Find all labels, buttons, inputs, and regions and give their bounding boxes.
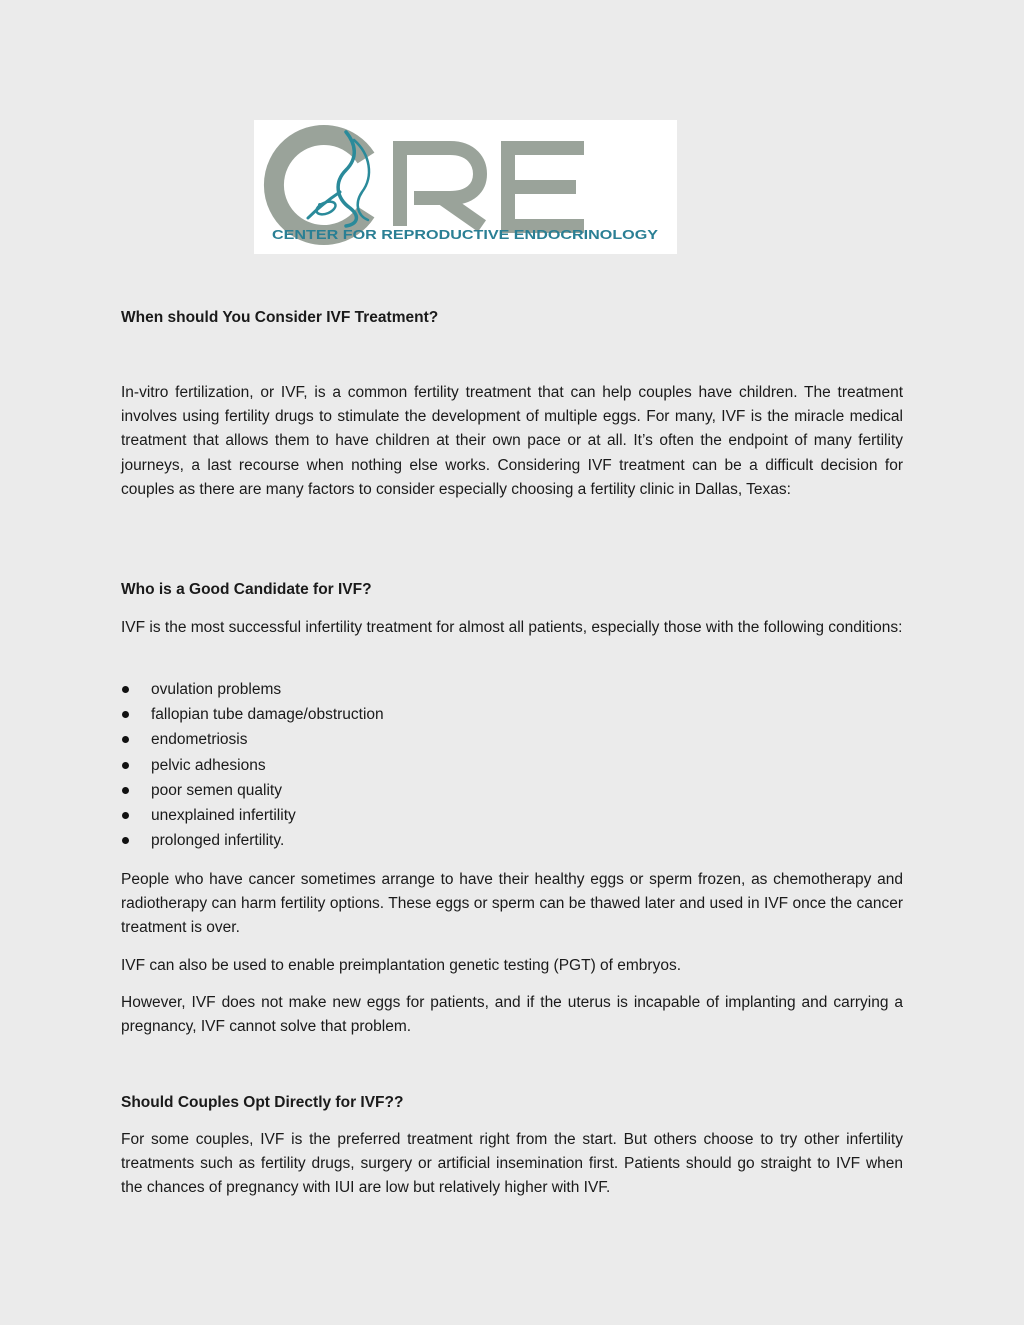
heading-good-candidate: Who is a Good Candidate for IVF? bbox=[121, 581, 372, 598]
cancer-paragraph: People who have cancer sometimes arrange to have their healthy eggs or sperm frozen, as chemotherapy and radiotherapy can harm fertility options. These eggs or sperm can be thawed later and used in IVF once the cancer treatment is over. bbox=[121, 871, 903, 937]
intro-paragraph: In-vitro fertilization, or IVF, is a common fertility treatment that can help couples have children. The treatment involves using fertility drugs to stimulate the development of multiple eggs. For many, IVF is the miracle medical treatment that allows them to have children at their own pace or at all. It’s often the endpoint of many fertility journeys, a last recourse when nothing else works. Considering IVF treatment can be a difficult decision for couples as there are many factors to consider especially choosing a fertility clinic in Dallas, Texas: bbox=[121, 384, 903, 498]
bullet-icon bbox=[122, 837, 129, 844]
cre-logo bbox=[254, 120, 677, 254]
list-item: fallopian tube damage/obstruction bbox=[121, 702, 903, 727]
logo-tagline: CENTER FOR REPRODUCTIVE ENDOCRINOLOGY bbox=[272, 228, 659, 242]
conditions-list bbox=[121, 677, 903, 853]
bullet-icon bbox=[122, 787, 129, 794]
logo-letter-c bbox=[274, 135, 366, 235]
opt-directly-paragraph: For some couples, IVF is the preferred treatment right from the start. But others choose to try other infertility treatments such as fertility drugs, surgery or artificial insemination first. Patients should go straight to IVF when the chances of pregnancy with IUI are low but relatively higher with IVF. bbox=[121, 1131, 903, 1197]
list-item: poor semen quality bbox=[121, 778, 903, 803]
logo-letter-e bbox=[508, 148, 584, 226]
list-item: ovulation problems bbox=[121, 677, 903, 702]
limitations-paragraph: However, IVF does not make new eggs for patients, and if the uterus is incapable of implanting and carrying a pregnancy, IVF cannot solve that problem. bbox=[121, 994, 903, 1036]
list-item: unexplained infertility bbox=[121, 803, 903, 828]
bullet-icon bbox=[122, 736, 129, 743]
bullet-icon bbox=[122, 711, 129, 718]
bullet-icon bbox=[122, 762, 129, 769]
list-item: endometriosis bbox=[121, 727, 903, 752]
heading-opt-directly: Should Couples Opt Directly for IVF?? bbox=[121, 1094, 404, 1111]
bullet-icon bbox=[122, 686, 129, 693]
heading-when-to-consider: When should You Consider IVF Treatment? bbox=[121, 309, 439, 326]
logo-letter-r bbox=[400, 148, 482, 226]
bullet-icon bbox=[122, 812, 129, 819]
list-item: prolonged infertility. bbox=[121, 828, 903, 853]
list-item: pelvic adhesions bbox=[121, 753, 903, 778]
pgt-paragraph: IVF can also be used to enable preimplantation genetic testing (PGT) of embryos. bbox=[121, 957, 682, 974]
cre-logo-graphic bbox=[254, 120, 677, 254]
candidate-intro-paragraph: IVF is the most successful infertility treatment for almost all patients, especially those with the following conditions: bbox=[121, 619, 903, 636]
